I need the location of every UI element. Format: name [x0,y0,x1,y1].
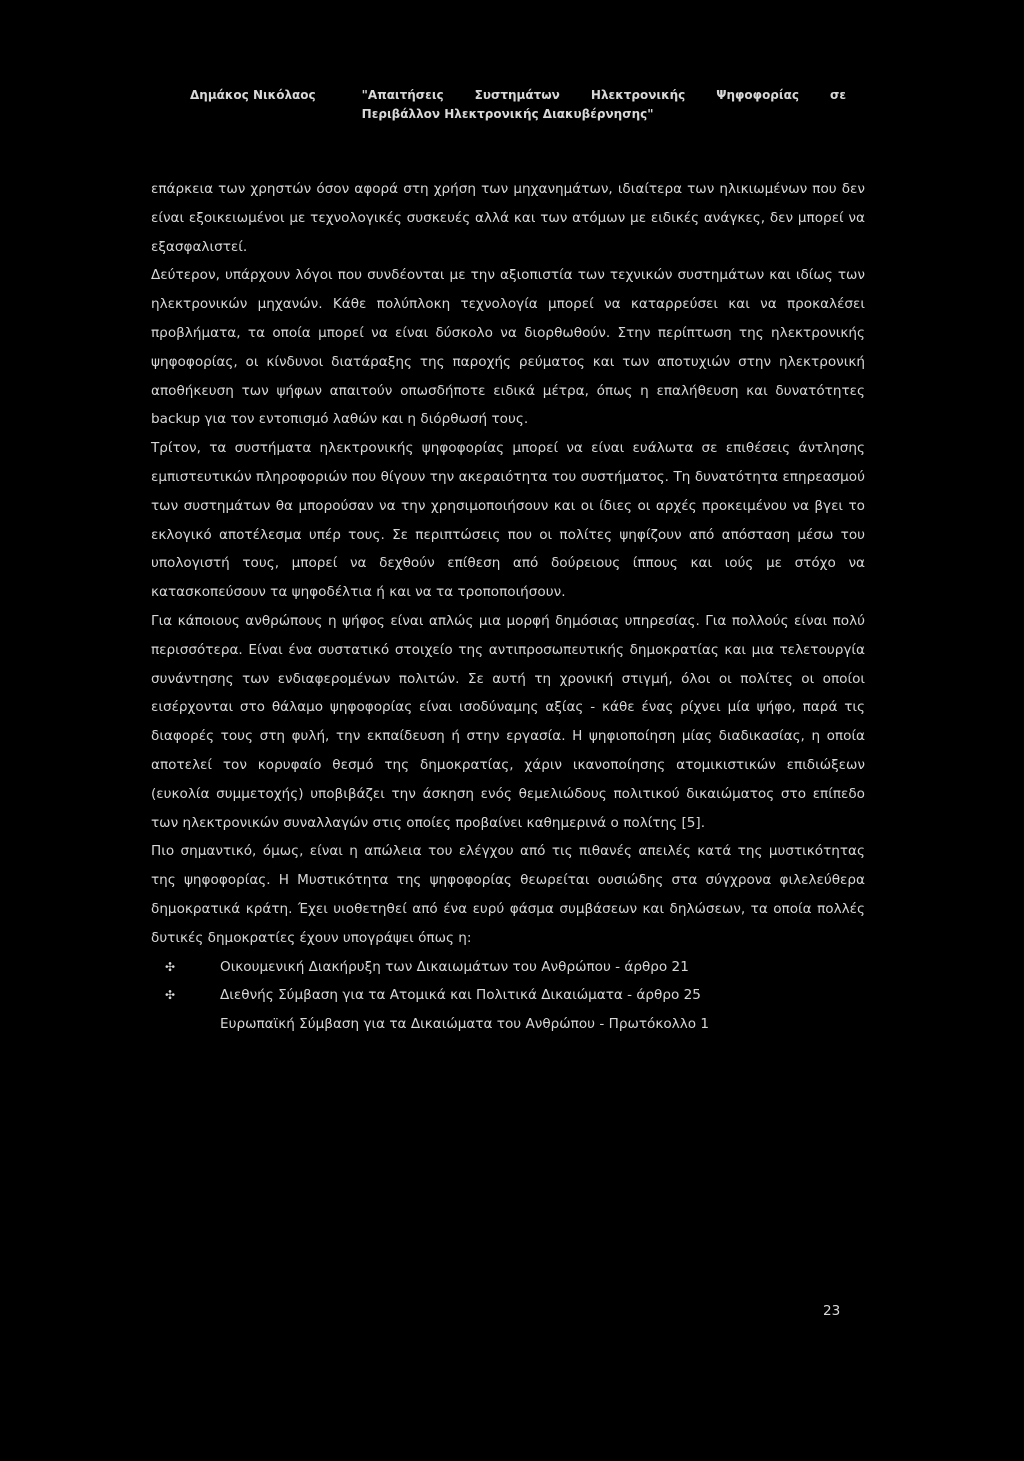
list-item-text: Οικουμενική Διακήρυξη των Δικαιωμάτων του Ανθρώπου - άρθρο 21 [220,958,689,975]
header-title [362,86,846,124]
list-item-text: Ευρωπαϊκή Σύμβαση για τα Δικαιώματα του Ανθρώπου - Πρωτόκολλο 1 [220,1016,710,1033]
paragraph: Για κάποιους ανθρώπους η ψήφος είναι απλώς μια μορφή δημόσιας υπηρεσίας. Για πολλούς είναι πολύ περισσότερα. Είναι ένα συστατικό στοιχείο της αντιπροσωπευτικής δημοκρατίας και μια τελετουργία συνάντησης των ενδιαφερομένων πολιτών. Σε αυτή τη χρονική στιγμή, όλοι οι πολίτες οι οποίοι εισέρχονται στο θάλαμο ψηφοφορίας είναι ισοδύναμης αξίας - κάθε ένας ρίχνει μία ψήφο, παρά τις διαφορές τους στη φυλή, την εκπαίδευση ή στην εργασία. Η ψηφιοποίηση μίας διαδικασίας, η οποία αποτελεί τον κορυφαίο θεσμό της δημοκρατίας, χάριν ικανοποίησης ατομικιστικών επιδιώξεων (ευκολία συμμετοχής) υποβιβάζει την άσκηση ενός θεμελιώδους πολιτικού δικαιώματος στο επίπεδο των ηλεκτρονικών συναλλαγών στις οποίες προβαίνει καθημερινά ο πολίτης [5]. [151,612,865,831]
list-item [151,981,865,1010]
diamond-bullet-icon: ✣ [164,988,176,1003]
list-item-continuation [151,1010,865,1039]
running-header [190,86,846,124]
body-text [151,175,865,1039]
header-title-line2: Περιβάλλον Ηλεκτρονικής Διακυβέρνησης" [361,107,654,121]
paragraph: Πιο σημαντικό, όμως, είναι η απώλεια του ελέγχου από τις πιθανές απειλές κατά της μυστικότητας της ψηφοφορίας. Η Μυστικότητα της ψηφοφορίας θεωρείται ουσιώδης στα σύγχρονα φιλελεύθερα δημοκρατικά κράτη. Έχει υιοθετηθεί από ένα ευρύ φάσμα συμβάσεων και δηλώσεων, τα οποία πολλές δυτικές δημοκρατίες έχουν υπογράψει όπως η: [151,843,865,946]
paragraph: Τρίτον, τα συστήματα ηλεκτρονικής ψηφοφορίας μπορεί να είναι ευάλωτα σε επιθέσεις άντλησης εμπιστευτικών πληροφοριών που θίγουν την ακεραιότητα του συστήματος. Τη δυνατότητα επηρεασμού των συστημάτων θα μπορούσαν να την χρησιμοποιήσουν και οι ίδιες οι αρχές προκειμένου να βγει το εκλογικό αποτέλεσμα υπέρ τους. Σε περιπτώσεις που οι πολίτες ψηφίζουν από απόσταση μέσω του υπολογιστή τους, μπορεί να δεχθούν επίθεση από δούρειους ίππους και ιούς με στόχο να κατασκοπεύσουν τα ψηφοδέλτια ή και να τα τροποποιήσουν. [151,440,865,601]
header-title-line1: "Απαιτήσεις Συστημάτων Ηλεκτρονικής Ψηφοφορίας σε [361,88,846,102]
header-author: Δημάκος Νικόλαος [190,88,316,102]
list-item [151,953,865,982]
paragraph: Δεύτερον, υπάρχουν λόγοι που συνδέονται με την αξιοπιστία των τεχνικών συστημάτων και ιδίως των ηλεκτρονικών μηχανών. Κάθε πολύπλοκη τεχνολογία μπορεί να καταρρεύσει και να προκαλέσει προβλήματα, τα οποία μπορεί να είναι δύσκολο να διορθωθούν. Στην περίπτωση της ηλεκτρονικής ψηφοφορίας, οι κίνδυνοι διατάραξης της παροχής ρεύματος και των αποτυχιών στην ηλεκτρονική αποθήκευση των ψήφων απαιτούν οπωσδήποτε ειδικά μέτρα, όπως η επαλήθευση και δυνατότητες backup για τον εντοπισμό λαθών και η διόρθωσή τους. [151,267,865,428]
conventions-list [151,953,865,1039]
page-number: 23 [823,1303,841,1319]
diamond-bullet-icon: ✣ [164,959,176,974]
list-item-text: Διεθνής Σύμβαση για τα Ατομικά και Πολιτικά Δικαιώματα - άρθρο 25 [220,987,701,1004]
paragraph: επάρκεια των χρηστών όσον αφορά στη χρήση των μηχανημάτων, ιδιαίτερα των ηλικιωμένων που δεν είναι εξοικειωμένοι με τεχνολογικές συσκευές αλλά και των ατόμων με ειδικές ανάγκες, δεν μπορεί να εξασφαλιστεί. [151,181,865,255]
